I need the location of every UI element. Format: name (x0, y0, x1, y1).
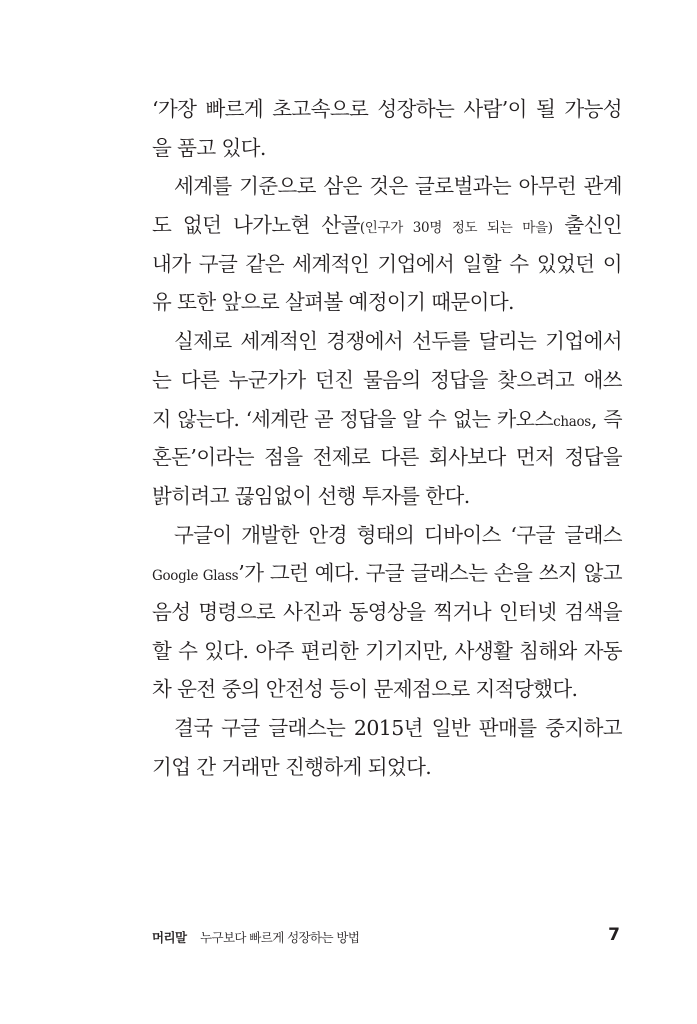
text-line (152, 245, 622, 284)
text-line (152, 206, 622, 245)
text-run: 할 수 있다. 아주 편리한 기기지만, 사생활 침해와 자동 (152, 638, 622, 663)
text-line (152, 438, 622, 477)
text-run: 음성 명령으로 사진과 동영상을 찍거나 인터넷 검색을 (152, 599, 622, 624)
page-body (152, 90, 622, 786)
text-line (152, 593, 622, 632)
page-footer (152, 925, 622, 949)
text-run: 차 운전 중의 안전성 등이 문제점으로 지적당했다. (152, 677, 578, 702)
text-line (152, 748, 622, 787)
text-run: 는 다른 누군가가 던진 물음의 정답을 찾으려고 애쓰 (152, 367, 622, 392)
text-run: , 즉 (590, 406, 622, 431)
text-run: 지 않는다. ‘세계란 곧 정답을 알 수 없는 카오스 (152, 406, 554, 431)
text-run: 밝히려고 끊임없이 선행 투자를 한다. (152, 483, 470, 508)
text-run: 혼돈’이라는 점을 전제로 다른 회사보다 먼저 정답을 (152, 445, 622, 470)
paragraph-start-line (152, 709, 622, 748)
inline-annotation: (인구가 30명 정도 되는 마을) (359, 220, 553, 237)
paragraph-start-line (152, 167, 622, 206)
paragraph-start-line (152, 322, 622, 361)
text-run: 구글이 개발한 안경 형태의 디바이스 ‘구글 글래스 (174, 522, 622, 547)
text-line (152, 361, 622, 400)
text-run: 도 없던 나가노현 산골 (152, 213, 360, 238)
inline-annotation: Google Glass (152, 568, 239, 585)
text-run: 내가 구글 같은 세계적인 기업에서 일할 수 있었던 이 (152, 251, 622, 276)
inline-annotation: chaos (553, 413, 591, 430)
text-line (152, 670, 622, 709)
text-run: 을 품고 있다. (152, 135, 266, 160)
text-run: 기업 간 거래만 진행하게 되었다. (152, 754, 432, 779)
footer-section-label: 머리말 (152, 930, 187, 945)
text-run: ’가 그런 예다. 구글 글래스는 손을 쓰지 않고 (238, 561, 622, 586)
text-line (152, 283, 622, 322)
text-line (152, 554, 622, 593)
text-run: ‘가장 빠르게 초고속으로 성장하는 사람’이 될 가능성 (152, 97, 622, 121)
text-run: 유 또한 앞으로 살펴볼 예정이기 때문이다. (152, 290, 514, 315)
text-run: 세계를 기준으로 삼은 것은 글로벌과는 아무런 관계 (174, 174, 622, 199)
footer-book-title: 누구보다 빠르게 성장하는 방법 (200, 930, 360, 945)
text-line (152, 129, 622, 168)
text-line (152, 632, 622, 671)
paragraph-start-line (152, 516, 622, 555)
text-line (152, 400, 622, 439)
text-run: 결국 구글 글래스는 2015년 일반 판매를 중지하고 (174, 716, 622, 740)
text-line (152, 90, 622, 129)
page-number: 7 (608, 925, 620, 945)
text-run: 실제로 세계적인 경쟁에서 선두를 달리는 기업에서 (174, 329, 622, 354)
text-run: 출신인 (552, 213, 622, 238)
text-line (152, 477, 622, 516)
